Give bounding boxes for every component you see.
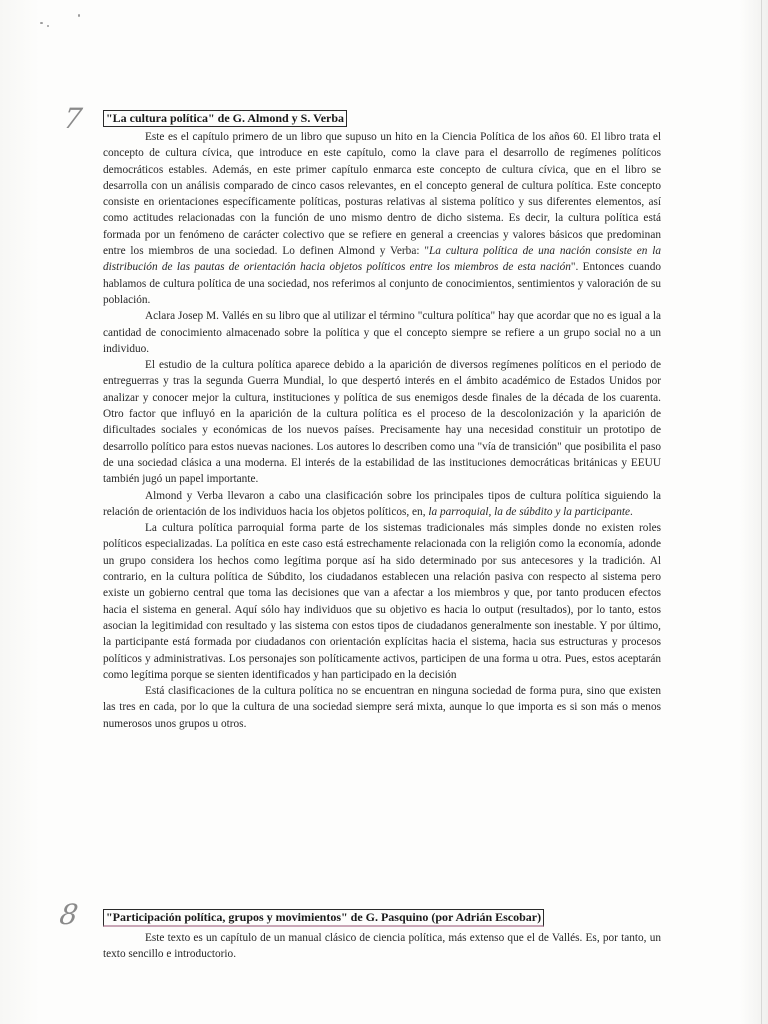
paragraph-text: Este texto es un capítulo de un manual clásico de ciencia política, más extenso que el de Vallés. Es, por tanto, un texto sencillo e introductorio.: [103, 932, 661, 961]
paragraph: [103, 683, 661, 732]
paragraph-text: .: [630, 505, 633, 518]
handwritten-number-7: 7: [61, 102, 85, 135]
paragraph-text: El estudio de la cultura política aparece debido a la aparición de diversos regímenes políticos en el periodo de entreguerras y tras la segunda Guerra Mundial, lo que despertó interés en el ámbito académico de Estados Unidos por analizar y conocer mejor la cultura, instituciones y política de sus enemigos desde finales de la década de los cuarenta. Otro factor que influyó en la aparición de la cultura política es el proceso de la descolonización y la aparición de dificultades sociales y económicas de los nuevos países. Precisamente hay una necesidad constituir un prototipo de desarrollo político para estos nuevas naciones. Los autores lo describen como una "vía de transición" que posibilita el paso de una sociedad clásica a una moderna. El interés de la estabilidad de las instituciones democráticas británicas y EEUU también jugó un papel importante.: [103, 359, 661, 486]
scan-speck: [78, 14, 80, 17]
paragraph-text: Aclara Josep M. Vallés en su libro que al utilizar el término "cultura política" hay que acordar que no es igual a la cantidad de conocimiento almacenado sobre la política y que el concepto siempre se refiere a un grupo social no a un individuo.: [103, 310, 661, 355]
section-body-almond-verba: [103, 129, 661, 732]
paragraph: [103, 129, 661, 308]
paragraph-text: Está clasificaciones de la cultura política no se encuentran en ninguna sociedad de forma pura, sino que existen las tres en cada, por lo que la cultura de una sociedad siempre será mixta, aunque lo que importa es si son más o menos numerosos unos grupos u otros.: [103, 685, 661, 730]
paragraph: [103, 930, 661, 963]
paragraph: [103, 308, 661, 357]
paragraph-text: Almond y Verba llevaron a cabo una clasificación sobre los principales tipos de cultura política siguiendo la relación de orientación de los individuos hacia los objetos políticos, en,: [103, 489, 661, 518]
handwritten-number-8: 8: [57, 898, 81, 931]
paragraph-text: La cultura política parroquial forma parte de los sistemas tradicionales más simples donde no existen roles políticos especializadas. La política en este caso está estrechamente relacionada con la religión como la economía, adonde un grupo considera los hechos como legítima porque así ha sido determinado por sus antecesores y la tradición. Al contrario, en la cultura política de Súbdito, los ciudadanos establecen una relación pasiva con respecto al sistema pero existe un gobierno central que toma las decisiones que van a afectar a los miembros y que, por tanto producen efectos hacia el sistema en general. Aquí sólo hay individuos que su objetivo es hacia lo output (resultados), por lo tanto, estos asocian la legitimidad con resultado y las sistema con estos tipos de ciudadanos generalmente son inestable. Y por último, la participante está formada por ciudadanos con orientación explícitas hacia el sistema, hacia sus estructuras y procesos políticos y administrativas. Los personajes son políticamente activos, participen de una forma u otra. Pues, estos aceptarán como legítima porque se sienten identificados y han participado en la decisión: [103, 522, 661, 681]
paragraph: [103, 357, 661, 487]
paragraph-text: Este es el capítulo primero de un libro que supuso un hito en la Ciencia Política de los años 60. El libro trata el concepto de cultura cívica, que introduce en este capítulo, como la clave para el desarrollo de regímenes políticos democráticos estables. Además, en este primer capítulo enmarca este concepto de cultura cívica, que en el libro se desarrolla con un análisis comparado de cinco casos relevantes, en el concepto general de cultura política. Este concepto consiste en orientaciones específicamente políticas, posturas relativas al sistema político y sus diferentes elementos, así como actitudes relacionadas con la función de uno mismo dentro de dicho sistema. Es decir, la cultura política está formada por un fenómeno de carácter colectivo que se refiere en general a creencias y valores básicos que predominan entre los miembros de una sociedad. Lo definen Almond y Verba: ": [103, 131, 661, 258]
scan-speck: [40, 22, 43, 24]
section-heading-pasquino: "Participación política, grupos y movimientos" de G. Pasquino (por Adrián Escobar): [103, 909, 544, 927]
section-heading-almond-verba: "La cultura política" de G. Almond y S. Verba: [103, 110, 347, 127]
italic-quote: la parroquial, la de súbdito y la participante: [428, 505, 631, 518]
page-edge: [761, 0, 762, 1024]
section-body-pasquino: [103, 930, 661, 963]
scan-speck: [47, 25, 49, 27]
italic-quote: La cultura política de una nación consiste en la distribución de las pautas de orientación hacia objetos políticos entre los miembros de esta nación: [103, 245, 662, 274]
paragraph: [103, 488, 661, 521]
paragraph: [103, 520, 661, 683]
paragraph-text: ". Entonces cuando hablamos de cultura política de una sociedad, nos referimos al conjunto de conocimientos, sentimientos y valoración de su población.: [103, 261, 661, 306]
